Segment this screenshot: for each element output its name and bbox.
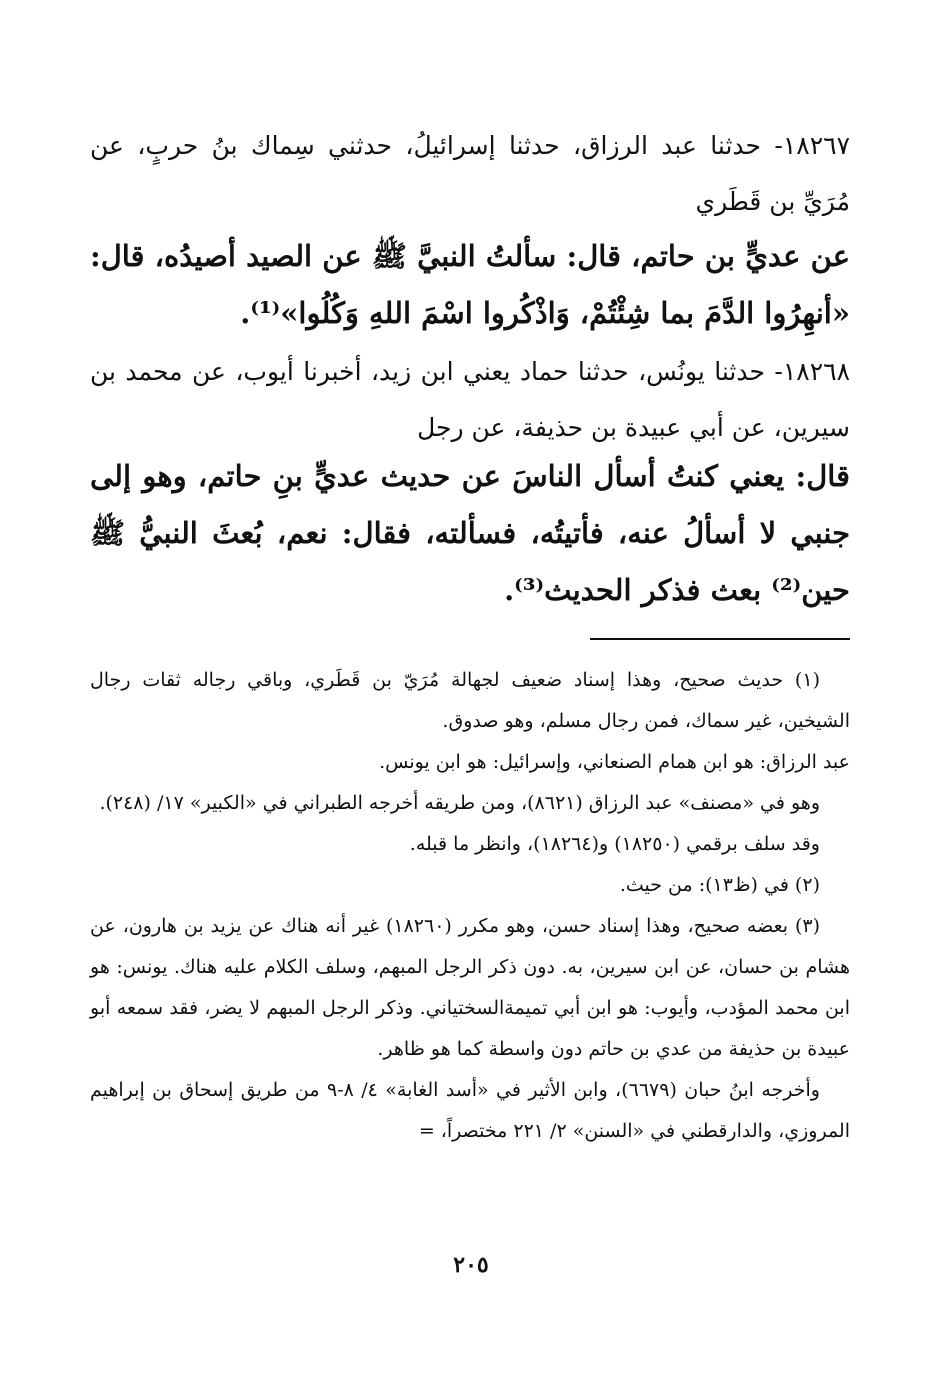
hadith-18268-matn: قال: يعني كنتُ أسأل الناسَ عن حديث عديٍّ بنِ حاتم، وهو إلى جنبي لا أسألُ عنه، فأتيتُه، فسألته، فقال: نعم، بُعثَ النبيُّ ﷺ حين⁽²⁾ بعث فذكر الحديث⁽³⁾. (90, 459, 850, 607)
hadith-18267-matn: عن عديٍّ بن حاتم، قال: سألتُ النبيَّ ﷺ عن الصيد أصيدُه، قال: «أنهِرُوا الدَّمَ بما شِئْتُمْ، وَاذْكُروا اسْمَ اللهِ وَكُلُوا»⁽¹⁾. (90, 239, 850, 330)
footnote-2: (٢) في (ظ١٣): من حيث. (619, 874, 820, 896)
footnote-1: (١) حديث صحيح، وهذا إسناد ضعيف لجهالة مُرَيّ بن قَطَري، وباقي رجاله ثقات رجال الشيخين، غير سماك، فمن رجال مسلم، وهو صدوق. (90, 669, 850, 732)
footnote-1-narrators: عبد الرزاق: هو ابن همام الصنعاني، وإسرائيل: هو ابن يونس. (379, 751, 850, 773)
hadith-18267-isnad: ١٨٢٦٧- حدثنا عبد الرزاق، حدثنا إسرائيلُ، حدثني سِماك بنُ حربٍ، عن مُرَيِّ بن قَطَري (90, 131, 850, 216)
footnote-3-sources: وأخرجه ابنُ حبان (٦٦٧٩)، وابن الأثير في «أسد الغابة» ٤/ ٨-٩ من طريق إسحاق بن إبراهيم المروزي، والدارقطني في «السنن» ٢/ ٢٢١ مختصراً، = (90, 1079, 850, 1142)
footnote-3: (٣) بعضه صحيح، وهذا إسناد حسن، وهو مكرر (١٨٢٦٠) غير أنه هناك عن يزيد بن هارون، عن هشام بن حسان، عن ابن سيرين، به. دون ذكر الرجل المبهم، وسلف الكلام عليه هناك. يونس: هو ابن محمد المؤدب، وأيوب: هو ابن أبي تميمةالسختياني. وذكر الرجل المبهم لا يضر، فقد سمعه أبو عبيدة بن حذيفة من عدي بن حاتم دون واسطة كما هو ظاهر. (90, 915, 850, 1060)
footnote-1-cross-reference: وقد سلف برقمي (١٨٢٥٠) و(١٨٢٦٤)، وانظر ما قبله. (409, 833, 820, 855)
hadith-18268-isnad: ١٨٢٦٨- حدثنا يونُس، حدثنا حماد يعني ابن زيد، أخبرنا أيوب، عن محمد بن سيرين، عن أبي عبيدة بن حذيفة، عن رجل (90, 357, 850, 442)
footnote-1-source: وهو في «مصنف» عبد الرزاق (٨٦٢١)، ومن طريقه أخرجه الطبراني في «الكبير» ١٧/ (٢٤٨). (99, 792, 820, 814)
page-number: ٢٠٥ (453, 1252, 489, 1278)
footnotes-section (90, 660, 850, 1152)
footnote-separator-line (590, 638, 850, 640)
